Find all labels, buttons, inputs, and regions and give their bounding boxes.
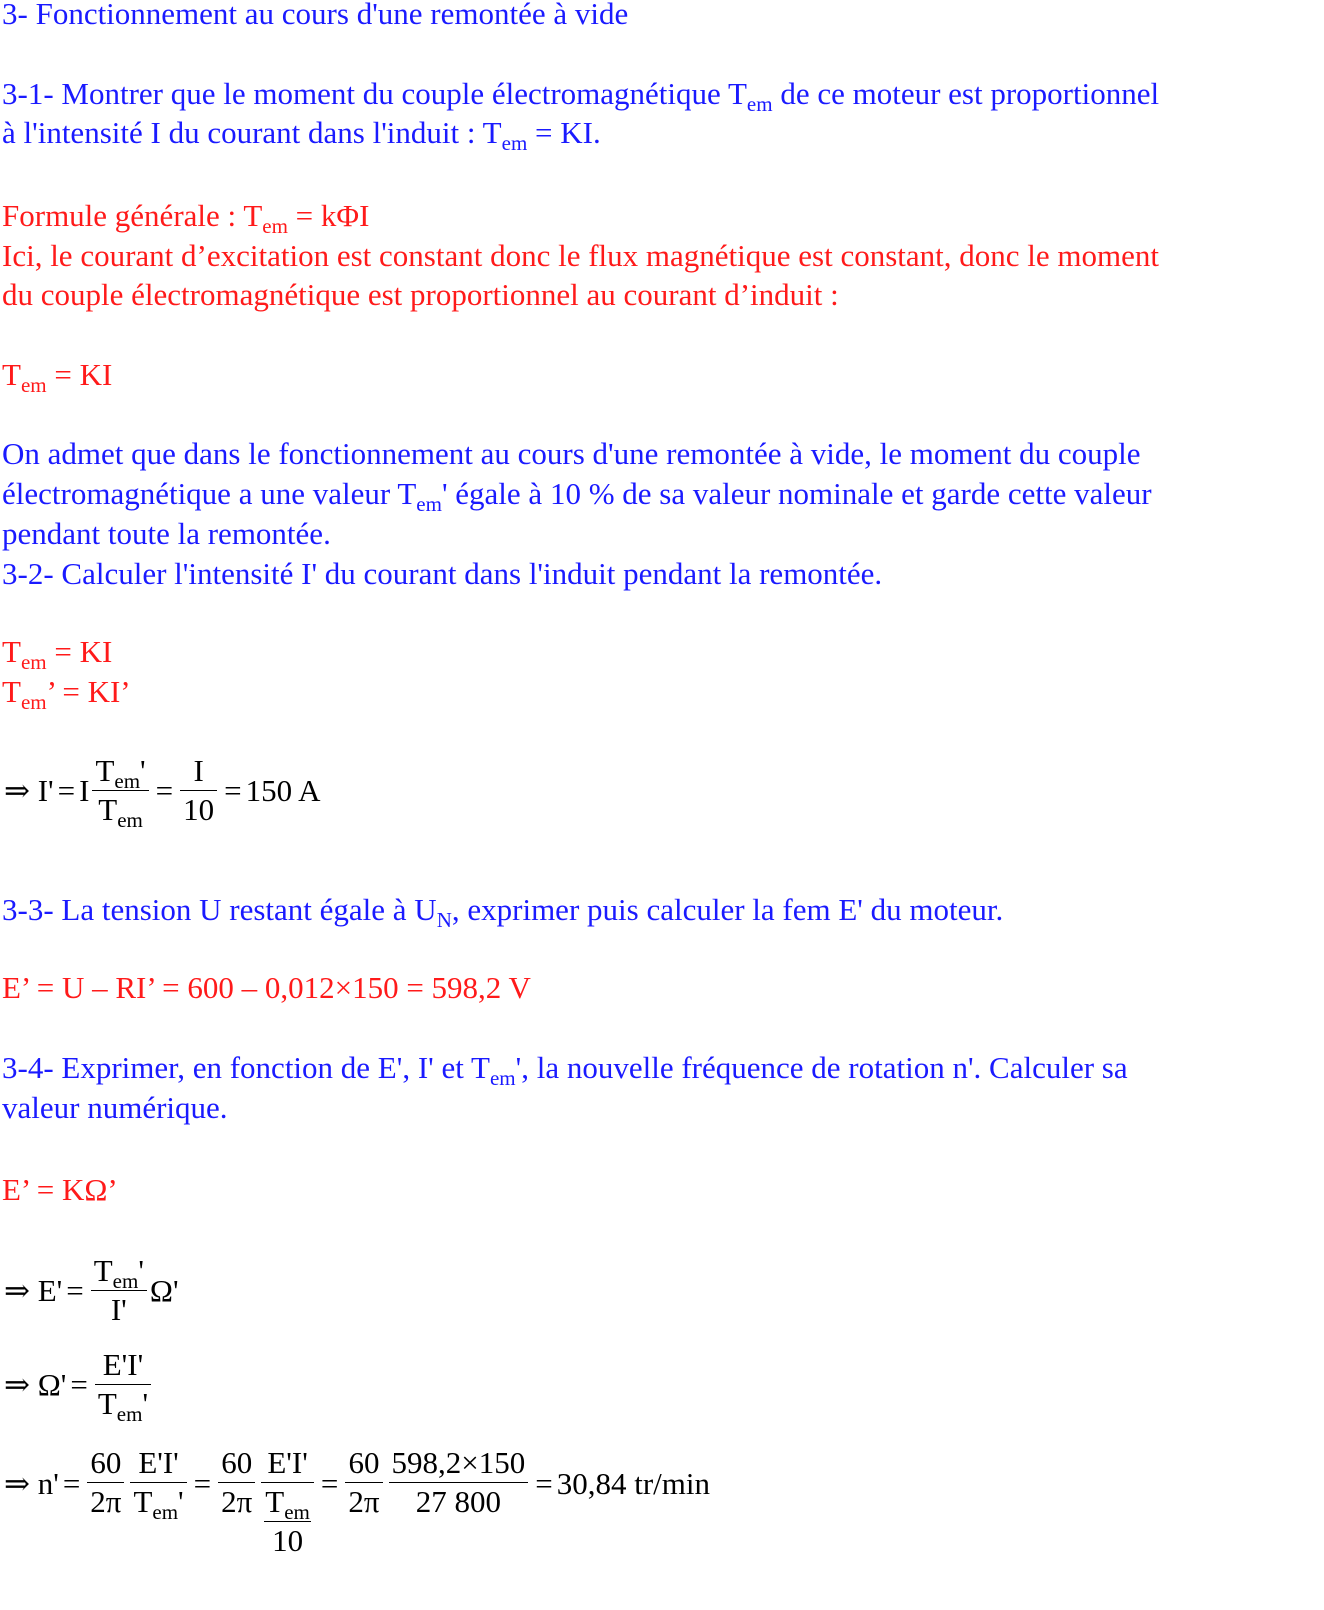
- section-title-text: 3- Fonctionnement au cours d'une remontée à vide: [2, 0, 629, 31]
- fraction-tem-ratio: $\frac{T_{em}'}{T_{em}}$: [92, 752, 148, 829]
- answer-3-2-math: ⇒ I' = I $\frac{T_{em}'}{T_{em}}$ = $\frac{I}{10}$ = 150 A: [4, 753, 321, 832]
- question-3-2: 3-2- Calculer l'intensité I' du courant dans l'induit pendant la remontée.: [2, 556, 883, 591]
- question-3-4-line-2: valeur numérique.: [2, 1090, 228, 1125]
- question-3-3: 3-3- La tension U restant égale à $U_N$, exprimer puis calculer la fem E' du moteur.: [2, 892, 1004, 932]
- answer-3-1-explanation-2: du couple électromagnétique est proportionnel au courant d’induit :: [2, 277, 839, 312]
- intro-3-2-line-3: pendant toute la remontée.: [2, 516, 331, 551]
- answer-3-4-eq: E’ = KΩ’: [2, 1172, 118, 1207]
- answer-3-4-math-1: ⇒ E' = $\frac{T_{em}'}{I'}$ Ω': [4, 1253, 179, 1327]
- question-3-1-line-2: à l'intensité I du courant dans l'induit : $T_{em}$ = KI.: [2, 115, 601, 155]
- intro-3-2-line-2: électromagnétique a une valeur $T_{em}'$ égale à 10 % de sa valeur nominale et garde cette valeur: [2, 476, 1152, 516]
- answer-3-1-result: $T_{em}$ = KI: [2, 357, 113, 397]
- current-result: 150 A: [245, 772, 321, 808]
- rotation-result: 30,84 tr/min: [556, 1466, 711, 1501]
- fraction-i-over-10: $\frac{I}{10}$: [180, 752, 217, 829]
- answer-3-4-math-2: ⇒ Ω' = $\frac{E'I'}{T_{em}'}$: [4, 1346, 154, 1423]
- question-3-1-line-1: 3-1- Montrer que le moment du couple électromagnétique $T_{em}$ de ce moteur est proportionnel: [2, 76, 1160, 116]
- answer-3-3: E’ = U – RI’ = 600 – 0,012×150 = 598,2 V: [2, 970, 531, 1005]
- answer-3-4-math-3: ⇒ n' = $\frac{60}{2\pi}$ $\frac{E'I'}{T_{em}'}$ = $\frac{60}{2\pi}$ $\frac{E'I'}{\frac{T_{em}}{10}}$ = $\frac{60}{2\pi}$ $\frac{598,2\times 150}{27 800}$ = 30,84 tr/min: [4, 1445, 711, 1558]
- section-title: [2, 0, 628, 34]
- intro-3-2-line-1: On admet que dans le fonctionnement au cours d'une remontée à vide, le moment du couple: [2, 436, 1141, 471]
- question-3-4-line-1: 3-4- Exprimer, en fonction de E', I' et $T_{em}'$, la nouvelle fréquence de rotation n'. Calculer sa: [2, 1050, 1128, 1090]
- answer-3-2-eq-1: $T_{em}$ = KI: [2, 634, 113, 674]
- answer-3-2-eq-2: $T_{em}$’ = KI’: [2, 674, 131, 714]
- answer-3-1-formula: Formule générale : $T_{em} = k\Phi I$: [2, 198, 370, 238]
- answer-3-1-explanation-1: Ici, le courant d’excitation est constant donc le flux magnétique est constant, donc le moment: [2, 238, 1159, 273]
